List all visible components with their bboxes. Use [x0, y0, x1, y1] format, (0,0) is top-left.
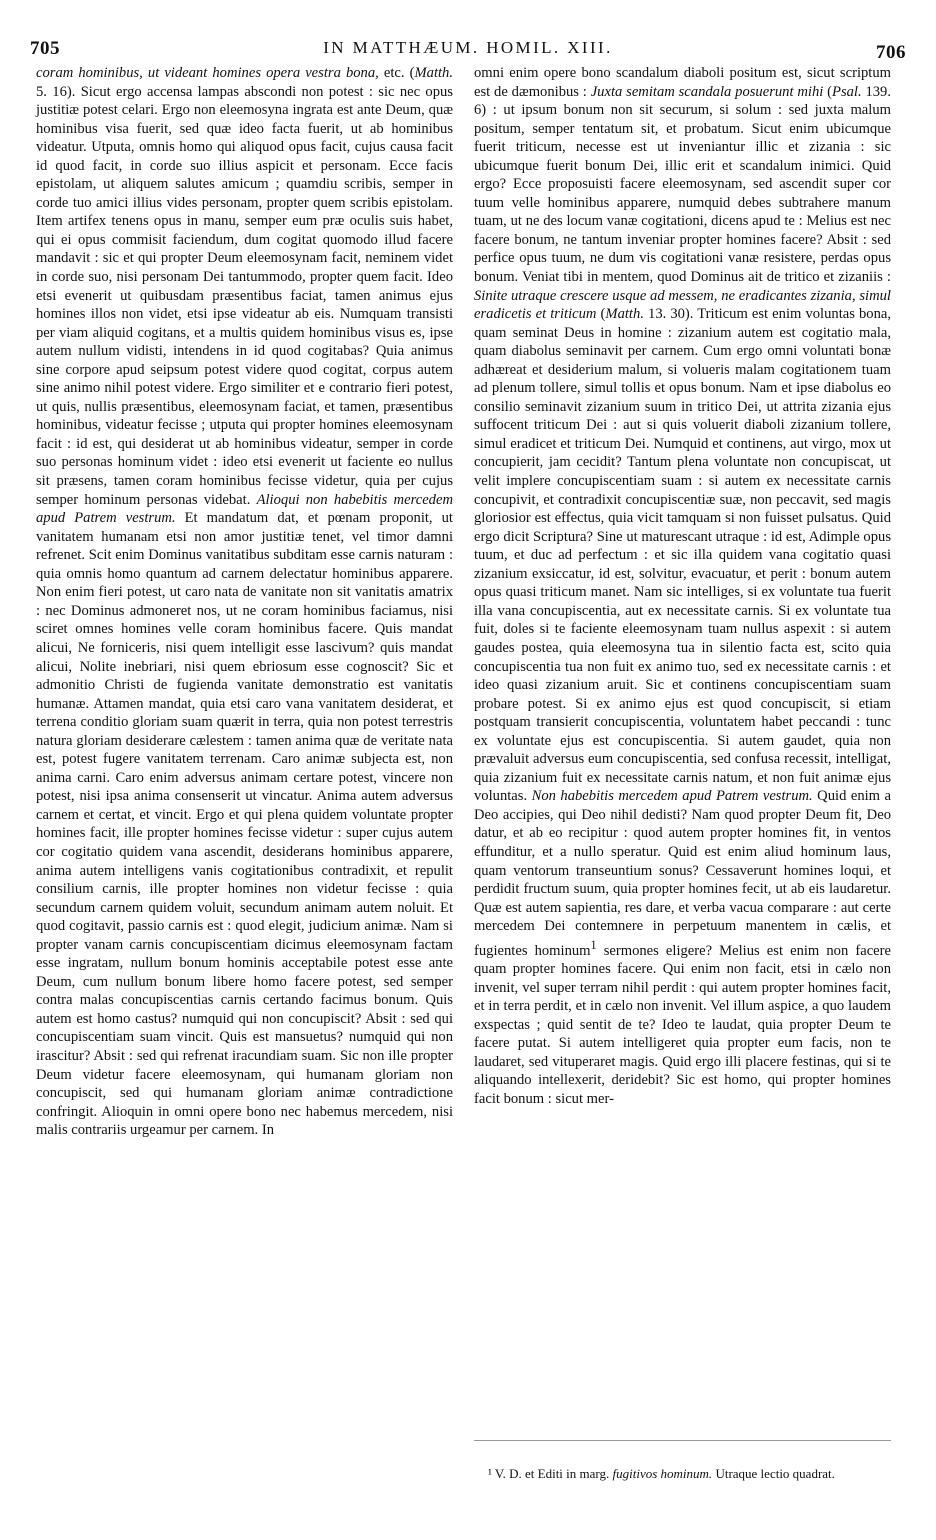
right-column-text [474, 64, 891, 1108]
right-column-segment: Non habebitis mercedem apud Patrem vestrum. [531, 788, 813, 805]
page-number-right: 706 [876, 42, 906, 63]
running-title: IN MATTHÆUM. HOMIL. XIII. [323, 38, 613, 57]
right-column-segment: Juxta semitam scandala posuerunt mihi [590, 83, 824, 100]
left-column-text [36, 64, 453, 1140]
footnote-area [474, 1440, 891, 1495]
left-column-segment: 5. 16). Sicut ergo accensa lampas abscondi non potest : sic nec opus justitiæ potest celari. Ergo non eleemosyna ingrata est ante Deum, quæ hominibus visa fuerit, sed quæ ideo facta fuerit, ut ab hominibus videatur. Utputa, omnis homo qui aliquod opus facit, cujus causa facit id quod facit, in corde suo illius aspicit et personam. Ecce facis epistolam, ut aliquem salutes amicum ; quamdiu scribis, semper in corde tuo amici illius vides personam, propter quem scribis epistolam. Item artifex tenens opus in manu, semper eum præ oculis suis habet, qui ei opus commisit faciendum, dum cogitat quomodo illud facere mandavit : sic et qui propter Deum eleemosynam facit, neminem videt in corde suo, nisi personam Dei tantummodo, propter quem facit. Ideo etsi evenerit ut quibusdam præsentibus faciat, tamen animus ejus homines illos non videt, etsi ipse videatur ab eis. Numquam transisti per viam aliquid cogitans, et a multis quidem hominibus visus es, ipse autem nullum vidisti, intendens in id quod cogitabas? Quia animus sine corpore apud seipsum potest videre quod cogitat, corpus autem sine animo nihil potest videre. Ergo similiter et e contrario fieri potest, ut quis, nullis præsentibus, eleemosynam faciat, et tamen, præsentibus hominibus, videatur fecisse ; utputa qui propter homines eleemosynam facit : id est, qui desiderat ut ab hominibus videatur, semper in corde suo personas hominum videt : ideo etsi evenerit ut faciente eo nullus sit præsens, tamen coram hominibus fecisse videtur, quia per cujus semper hominum personas videbat. [36, 83, 453, 508]
right-column-segment: ( [823, 83, 833, 100]
right-column-segment: 1 [590, 937, 597, 952]
right-column-segment: omni enim opere bono scandalum diaboli positum est, sicut scriptum est de dæmonibus : [474, 65, 891, 100]
right-column-segment: Quid enim a Deo accipies, qui Deo nihil dedisti? Nam quod propter Deum fit, Deo datur, et ab eo recipitur : quod autem propter homines fit, in ventos effunditur, et a nullo speratur. Quid est enim aliud hominum laus, quam ventorum transeuntium sonus? Cessaverunt homines loqui, et perdidit fructum suum, quia propter homines fecit, ut ab eis laudaretur. Quæ est autem sapientia, res dare, et verba vacua comparare : aut certe mercedem Dei contemnere in perpetuum manentem in cælis, et fugientes hominum [474, 788, 891, 959]
footnote-segment: Utraque lectio quadrat. [712, 1466, 835, 1481]
right-column-segment: Psal. [832, 83, 862, 100]
left-column-segment: etc. ( [378, 65, 415, 81]
page-header [30, 30, 906, 62]
footnote-segment: ¹ V. D. et Editi in marg. [488, 1466, 613, 1481]
right-column-segment: 13. 30). Triticum est enim voluntas bona, quam seminat Deus in homine : zizanium autem est cogitatio mala, quam diabolus seminavit per carnem. Cum ergo omni voluntati bonæ adhæreat et desiderium malum, si volueris malam cogitationem tuam ad plenum tollere, simul tollis et opus bonum. Nam et ipse diabolus eo consilio seminavit zizanium suum in tritico Dei, ut attrita zizania ejus suffocent triticum Dei : aut si quis voluerit diaboli zizanium tollere, simul eradicet et triticum Dei. Numquid et continens, aut virgo, mox ut concupierit, jam cecidit? Tantum plena voluntate non concupiscat, ut velit implere concupiscentiam suam : si autem ex necessitate carnis concupivit, et contradixit concupiscentiæ suæ, non peccavit, sed magis gloriosior est effectus, quia vicit tamquam si non fuisset pulsatus. Quid ergo dicit Scriptura? Sine ut maturescant utraque : id est, Adimple opus tuum, et duc ad perfectum : et sic illa quidem vana cogitatio quasi zizanium exsiccatur, id est, solvitur, evacuatur, et perit : bonum autem opus quasi triticum manet. Nam sic intelliges, si ex voluntate tua fuerit illa vana concupiscentia, aut ex necessitate carnis. Si ex voluntate tua fuit, doles si te faciente eleemosynam tuam nullus aspexit : si autem gaudes postea, quia eleemosyna tua in silentio facta est, scito quia concupiscentia tua non fuit ex animo tuo, sed ex necessitate carnis : et ideo quasi zizanium aruit. Sic et continens concupiscentiam suam probare potest. Si ex animo ejus est quod concupiscit, si etiam postquam transierit concupiscentia, voluntatem habet peccandi : tunc ex voluntate ejus est concupiscentia. Si autem gaudet, quia non prævaluit adversus eum concupiscentia, sed confusa recessit, intelligat, quia zizanium fuit ex necessitate carnis natum, et non fuit animæ ejus voluntas. [474, 306, 891, 805]
right-column-segment: sermones eligere? Melius est enim non facere quam propter homines facere. Qui enim non facit, etsi in cælo non invenit, vel super terram nihil perdit : qui autem propter homines facit, et in terra perdit, et in cælo non invenit. Vel illum aspice, a quo laudem exspectas ; quid sentit de te? Ideo te laudat, quia propter Deum te facere putat. Si autem intelligeret quia propter eum facis, non te laudaret, sed vituperaret magis. Quid ergo illi placere festinas, qui si te aliquando intellexerit, deridebit? Sic est homo, qui propter homines facit bonum : sicut mer- [474, 942, 891, 1107]
right-column-segment: 139. 6) : ut ipsum bonum non sit securum, si solum : sed juxta malum positum, semper tentatum sit, et probatum. Sicut enim ubicumque fuerit triticum, necesse est ut inveniantur illic et zizania : sic ubicumque fuerit bonum Dei, illic erit et scandalum inimici. Quid ergo? Ecce proposuisti facere eleemosynam, sed ascendit super cor tuum velle hominibus apparere, numquid debes subtrahere manum tuam, ut ne des locum vanæ cogitationi, dicens apud te : Melius est nec facere bonum, ne tantum inveniar propter homines facere? Absit : sed perfice opus tuum, ne dum vis cogitationi vanæ resistere, perdas opus bonum. Veniat tibi in mentem, quod Dominus ait de tritico et zizaniis : [474, 83, 892, 286]
left-column-segment: Et mandatum dat, et pœnam proponit, ut vanitatem humanam etsi non amor justitiæ tenet, vel timor damni refrenet. Scit enim Dominus vanitatibus subditam esse carnis naturam : quia omnis homo quantum ad carnem delectatur hominibus apparere. Non enim fieri potest, ut caro nata de vanitate non sit vanitatis amatrix : nec Dominus admoneret nos, ut ne coram hominibus faciamus, nisi sciret omnes homines velle coram hominibus facere. Quis mandat alicui, Ne forniceris, nisi quem intelligit esse lascivum? quis mandat alicui, Nolite inebriari, nisi quem ebriosum esse cognoscit? Sic et admonitio Christi de fugienda vanitate demonstratio est vanitatis humanæ. Attamen mandat, quia etsi caro vana vanitatem desiderat, et terrena conditio gloriam suam quærit in terra, quia non potest terrestris natura gloriam desiderare cælestem : tamen anima quæ de veritate nata est, potest fugere vanitatem terrenam. Caro animæ subjecta est, non anima carni. Caro enim adversus animam certare potest, vincere non potest, nisi ipsa anima consenserit ut vincatur. Anima autem adversus carnem et certat, et vincit. Ergo et qui plena quidem voluntate propter homines facit, ille propter homines fecisse videtur : super cujus autem cor cogitatio quidem vana ascendit, desiderans hominibus apparere, anima autem intelligens vanis cogitationibus contradixit, et repulit consilium carnis, ille propter homines non videtur fecisse : quia secundum carnem quidem voluit, secundum animam autem noluit. Et quod cogitavit, passio carnis est : quod elegit, judicium animæ. Nam si propter vanam carnis concupiscentiam dicimus eleemosynam factam esse ingratam, nullum bonum hominis acceptabile potest esse ante Deum, cum nullum bonum libere homo facere potest, sed semper contra malas concupiscentias carnis certando facimus bonum. Quis autem est homo castus? numquid qui non concupiscit? Absit : sed qui concupiscentiam suam vincit. Quis est mansuetus? numquid qui non irascitur? Absit : sed qui refrenat iracundiam suam. Sic non ille propter Deum videtur facere eleemosynam, qui humanam gloriam non concupiscit, sed qui humanam gloriam animæ contradictione confringit. Alioquin in omni opere bono nec habemus mercedem, nisi malis contrariis urgeamur per carnem. In [36, 510, 453, 1139]
page-number-left: 705 [30, 38, 60, 59]
left-column-segment: coram hominibus, ut videant homines opera vestra bona, [36, 65, 379, 81]
left-column-segment: Alioqui non habebitis mercedem apud Patrem vestrum. [36, 491, 453, 527]
footnote [474, 1466, 891, 1482]
footnote-segment: fugitivos hominum. [612, 1466, 713, 1481]
left-column-segment: Matth. [414, 65, 453, 81]
right-column [474, 64, 891, 1108]
left-column [36, 64, 453, 1140]
right-column-segment: Matth. [605, 306, 644, 323]
right-column-segment: ( [596, 306, 606, 323]
right-column-segment: Sinite utraque crescere usque ad messem, ne eradicantes zizania, simul eradicetis et triticum [474, 287, 891, 323]
